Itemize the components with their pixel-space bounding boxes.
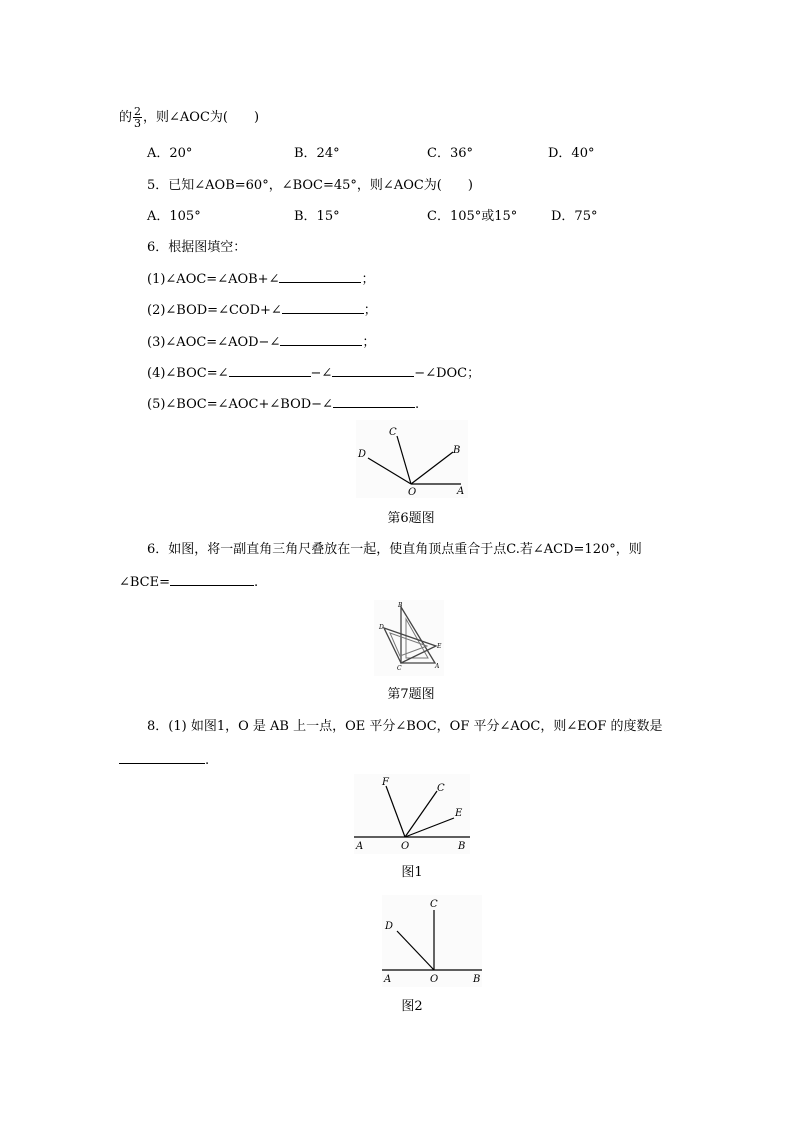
q4-option-d: D．40° (548, 146, 595, 161)
answer-blank[interactable] (333, 395, 415, 408)
q8-figure-1 (354, 774, 470, 854)
q6-item-5 (147, 395, 419, 414)
fraction-numerator: 2 (134, 105, 142, 118)
label-c: C (437, 783, 445, 794)
label-d: D (379, 624, 384, 631)
q6-angle-diagram (356, 420, 468, 498)
q6-item-4 (147, 364, 480, 383)
q6-item-3-end: ； (362, 335, 376, 350)
q8-answer-end: . (205, 753, 210, 768)
label-d: D (358, 449, 367, 460)
q4-suffix: ，则∠AOC为( ) (143, 110, 260, 125)
answer-blank[interactable] (119, 751, 205, 764)
q8-fig1-caption: 图1 (401, 865, 423, 880)
answer-blank[interactable] (282, 301, 364, 314)
q6-item-3 (147, 333, 375, 352)
q4-prefix: 的 (119, 110, 133, 125)
label-a: A (435, 663, 440, 670)
q7-caption: 第7题图 (387, 687, 435, 702)
q6-item-2-text: (2)∠BOD=∠COD+∠ (147, 303, 282, 318)
answer-blank[interactable] (280, 333, 362, 346)
q6-item-5-end: . (414, 397, 420, 412)
q7-stem: 6．如图，将一副直角三角尺叠放在一起，使直角顶点重合于点C.若∠ACD=120°，则 (147, 542, 642, 557)
q7-answer-line (119, 573, 258, 592)
label-e: E (455, 808, 463, 819)
q6-item-4-mid: −∠ (310, 366, 333, 381)
fraction-two-thirds (133, 106, 142, 129)
label-d: D (385, 921, 394, 932)
q6-item-3-text: (3)∠AOC=∠AOD−∠ (147, 335, 281, 350)
ray-of (386, 786, 405, 837)
q6-item-4-text: (4)∠BOC=∠ (147, 366, 229, 381)
q6-item-2 (147, 301, 377, 320)
answer-blank[interactable] (279, 270, 361, 283)
q4-option-a: A．20° (147, 146, 193, 161)
q6-stem: 6．根据图填空： (147, 240, 247, 255)
q7-triangle-rulers-diagram (374, 600, 444, 676)
ray-oe (405, 818, 454, 837)
q8-fig2-caption: 图2 (401, 999, 423, 1014)
q7-answer-end: . (254, 575, 259, 590)
q6-item-5-text: (5)∠BOC=∠AOC+∠BOD−∠ (147, 397, 333, 412)
label-a: A (457, 486, 465, 497)
ray-od (397, 931, 434, 970)
q6-item-2-end: ； (363, 303, 377, 318)
label-b: B (453, 445, 461, 456)
q6-item-1-end: ； (361, 272, 375, 287)
label-c: C (389, 427, 397, 438)
q5-stem: 5．已知∠AOB=60°，∠BOC=45°，则∠AOC为( ) (147, 178, 473, 193)
q5-option-a: A．105° (147, 209, 201, 224)
label-a: A (356, 841, 364, 852)
q6-figure (356, 420, 468, 498)
label-c: C (397, 665, 402, 672)
q7-answer-text: ∠BCE= (119, 575, 171, 590)
q8-stem: 8．(1) 如图1，O 是 AB 上一点，OE 平分∠BOC，OF 平分∠AOC，则∠EOF 的度数是 (147, 719, 663, 734)
label-o: O (401, 841, 410, 852)
q8-fig1-diagram (354, 774, 470, 854)
q6-item-1 (147, 270, 375, 289)
answer-blank[interactable] (332, 364, 414, 377)
q7-figure (374, 600, 444, 676)
q5-option-c: C．105°或15° (427, 209, 518, 224)
label-b: B (398, 602, 403, 609)
q5-option-d: D．75° (551, 209, 598, 224)
label-o: O (430, 974, 439, 985)
label-c: C (430, 899, 438, 910)
answer-blank[interactable] (229, 364, 311, 377)
q6-caption: 第6题图 (387, 511, 435, 526)
label-a: A (384, 974, 392, 985)
q8-fig2-diagram (382, 895, 482, 987)
label-e: E (437, 643, 442, 650)
q4-option-b: B．24° (294, 146, 340, 161)
label-f: F (382, 777, 389, 788)
q4-stem-tail (119, 106, 259, 129)
ray-ob (411, 452, 453, 484)
label-b: B (473, 974, 481, 985)
answer-blank[interactable] (170, 573, 254, 586)
q5-option-b: B．15° (294, 209, 340, 224)
label-b: B (458, 841, 466, 852)
q6-item-1-text: (1)∠AOC=∠AOB+∠ (147, 272, 280, 287)
ray-oc (405, 791, 437, 837)
q4-option-c: C．36° (427, 146, 473, 161)
q8-figure-2 (382, 895, 482, 987)
fraction-denominator: 3 (134, 117, 142, 130)
q8-answer-line (119, 751, 209, 770)
q6-item-4-end: −∠DOC； (414, 366, 481, 381)
label-o: O (408, 487, 417, 498)
